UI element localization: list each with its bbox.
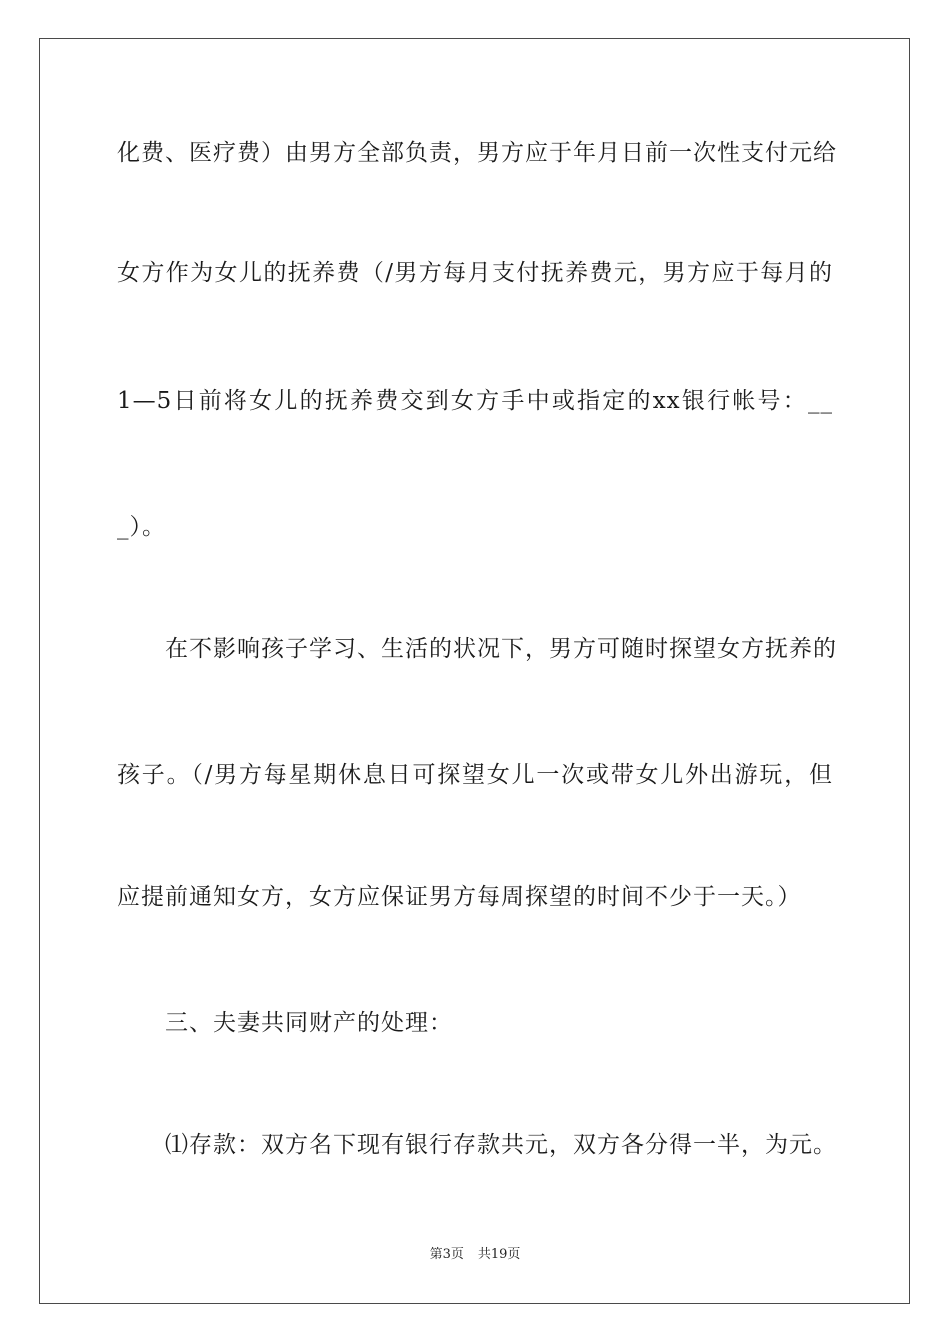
page-total: 共19页 bbox=[477, 1247, 521, 1262]
text-line-4: _）。 bbox=[117, 514, 166, 540]
text-line-1: 化费、医疗费）由男方全部负责，男方应于年月日前一次性支付元给 bbox=[117, 140, 837, 166]
text-line-7: 应提前通知女方，女方应保证男方每周探望的时间不少于一天。） bbox=[117, 884, 802, 910]
text-line-3: 1—5日前将女儿的抚养费交到女方手中或指定的xx银行帐号：__ bbox=[117, 388, 833, 414]
text-line-9: ⑴存款：双方名下现有银行存款共元，双方各分得一半，为元。 bbox=[165, 1132, 837, 1158]
text-line-2: 女方作为女儿的抚养费（/男方每月支付抚养费元，男方应于每月的 bbox=[117, 260, 833, 286]
section-heading: 三、夫妻共同财产的处理： bbox=[165, 1010, 453, 1036]
page-border bbox=[39, 38, 910, 1304]
text-line-6: 孩子。（/男方每星期休息日可探望女儿一次或带女儿外出游玩，但 bbox=[117, 762, 833, 788]
page-footer bbox=[0, 1246, 950, 1264]
page-number: 第3页 bbox=[429, 1247, 464, 1262]
text-line-5: 在不影响孩子学习、生活的状况下，男方可随时探望女方抚养的 bbox=[165, 636, 837, 662]
